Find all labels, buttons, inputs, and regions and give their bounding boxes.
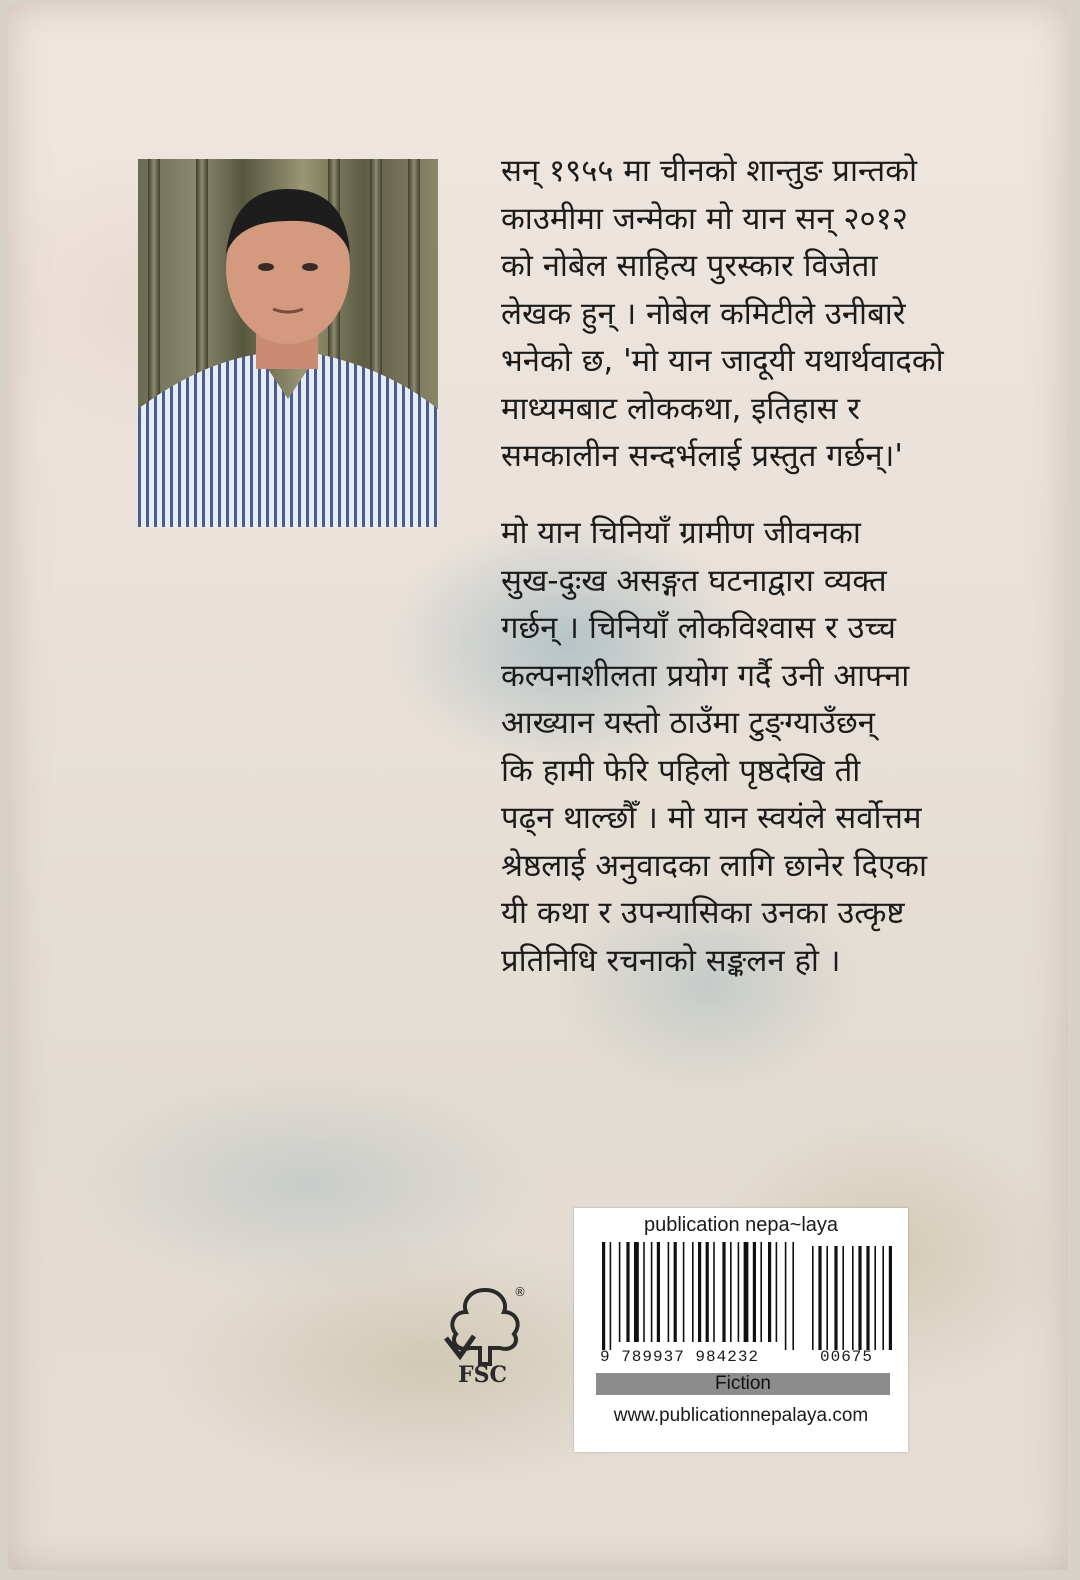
book-back-cover <box>8 4 1068 1570</box>
book-description-paragraph <box>501 510 971 985</box>
barcode-bar <box>668 1242 670 1342</box>
author-photo <box>138 159 438 527</box>
registered-mark: ® <box>514 1285 526 1299</box>
barcode-bar <box>744 1242 749 1342</box>
barcode-bar <box>792 1242 794 1350</box>
bio-line: लेखक हुन् । नोबेल कमिटीले उनीबारे <box>501 295 906 332</box>
bio-line: काउमीमा जन्मेका मो यान सन् २०१२ <box>501 200 908 237</box>
fsc-text: FSC <box>458 1362 508 1387</box>
description-line: आख्यान यस्तो ठाउँमा टुङ्ग्याउँछन् <box>501 705 875 741</box>
barcode-bar <box>753 1242 756 1342</box>
description-line: यी कथा र उपन्यासिका उनका उत्कृष्ट <box>501 895 905 931</box>
author-bio-paragraph <box>501 148 971 481</box>
barcode-bar <box>683 1242 685 1342</box>
barcode-addon-bar <box>852 1246 854 1350</box>
fsc-logo-icon <box>440 1282 530 1387</box>
barcode-addon-bar <box>834 1246 837 1350</box>
bio-line: समकालीन सन्दर्भलाई प्रस्तुत गर्छन्।' <box>501 438 903 474</box>
barcode-bar <box>610 1242 612 1350</box>
barcode-addon-bar <box>882 1246 884 1350</box>
barcode-bar <box>643 1242 645 1342</box>
publisher-website: www.publicationnepalaya.com <box>613 1405 869 1426</box>
barcode-bar <box>785 1242 787 1350</box>
isbn-digits: 9 789937 984232 <box>600 1348 760 1366</box>
bio-line: सन् १९५५ मा चीनको शान्तुङ प्रान्तको <box>501 153 918 189</box>
author-portrait-icon <box>138 159 438 527</box>
description-line: सुख-दुःख असङ्गत घटनाद्वारा व्यक्त <box>501 562 887 599</box>
barcode-bar <box>692 1242 694 1342</box>
description-line: प्रतिनिधि रचनाको सङ्कलन हो । <box>501 942 841 979</box>
barcode-bar <box>619 1242 621 1342</box>
barcode-addon-bar <box>812 1246 814 1350</box>
description-line: गर्छन् । चिनियाँ लोकविश्वास र उच्च <box>501 610 896 646</box>
description-line: कि हामी फेरि पहिलो पृष्ठदेखि ती <box>501 752 861 789</box>
barcode-label <box>574 1208 908 1452</box>
isbn-number <box>600 1348 900 1366</box>
barcode-bar <box>760 1242 762 1342</box>
bio-line: को नोबेल साहित्य पुरस्कार विजेता <box>501 248 878 284</box>
barcode-addon-bar <box>826 1246 828 1350</box>
barcode-bar <box>713 1242 715 1342</box>
barcode-bar <box>657 1242 660 1342</box>
bio-line: भनेको छ, 'मो यान जादूयी यथार्थवादको <box>501 343 944 379</box>
barcode-bar <box>674 1242 677 1342</box>
barcode-bar <box>602 1242 605 1350</box>
barcode-bar <box>634 1242 639 1342</box>
barcode-addon-bar <box>889 1246 892 1350</box>
category-band: Fiction <box>596 1373 890 1395</box>
description-line: मो यान चिनियाँ ग्रामीण जीवनका <box>501 515 861 551</box>
isbn-addon-digits: 00675 <box>820 1348 874 1366</box>
barcode-bar <box>651 1242 653 1342</box>
barcode-bar <box>722 1242 725 1342</box>
barcode-bar <box>626 1242 629 1342</box>
description-line: पढ्न थाल्छौँ । मो यान स्वयंले सर्वोत्तम <box>501 800 922 836</box>
barcode-addon-bar <box>818 1246 821 1350</box>
barcode-addon-bar <box>842 1246 844 1350</box>
barcode-bar <box>768 1242 771 1342</box>
publisher-name: publication nepa~laya <box>643 1214 839 1236</box>
barcode-bar <box>698 1242 701 1342</box>
barcode-addon-bar <box>866 1246 869 1350</box>
barcode-bar <box>730 1242 732 1342</box>
barcode-addon-bar <box>874 1246 876 1350</box>
description-line: कल्पनाशीलता प्रयोग गर्दै उनी आफ्ना <box>501 657 910 694</box>
barcode-bar <box>776 1242 778 1342</box>
barcode-addon-bar <box>858 1246 861 1350</box>
description-line: श्रेष्ठलाई अनुवादका लागि छानेर दिएका <box>501 847 927 884</box>
barcode-bar <box>706 1242 709 1342</box>
isbn-barcode <box>602 1242 892 1350</box>
barcode-bar <box>738 1242 740 1342</box>
bio-line: माध्यमबाट लोककथा, इतिहास र <box>501 390 861 427</box>
